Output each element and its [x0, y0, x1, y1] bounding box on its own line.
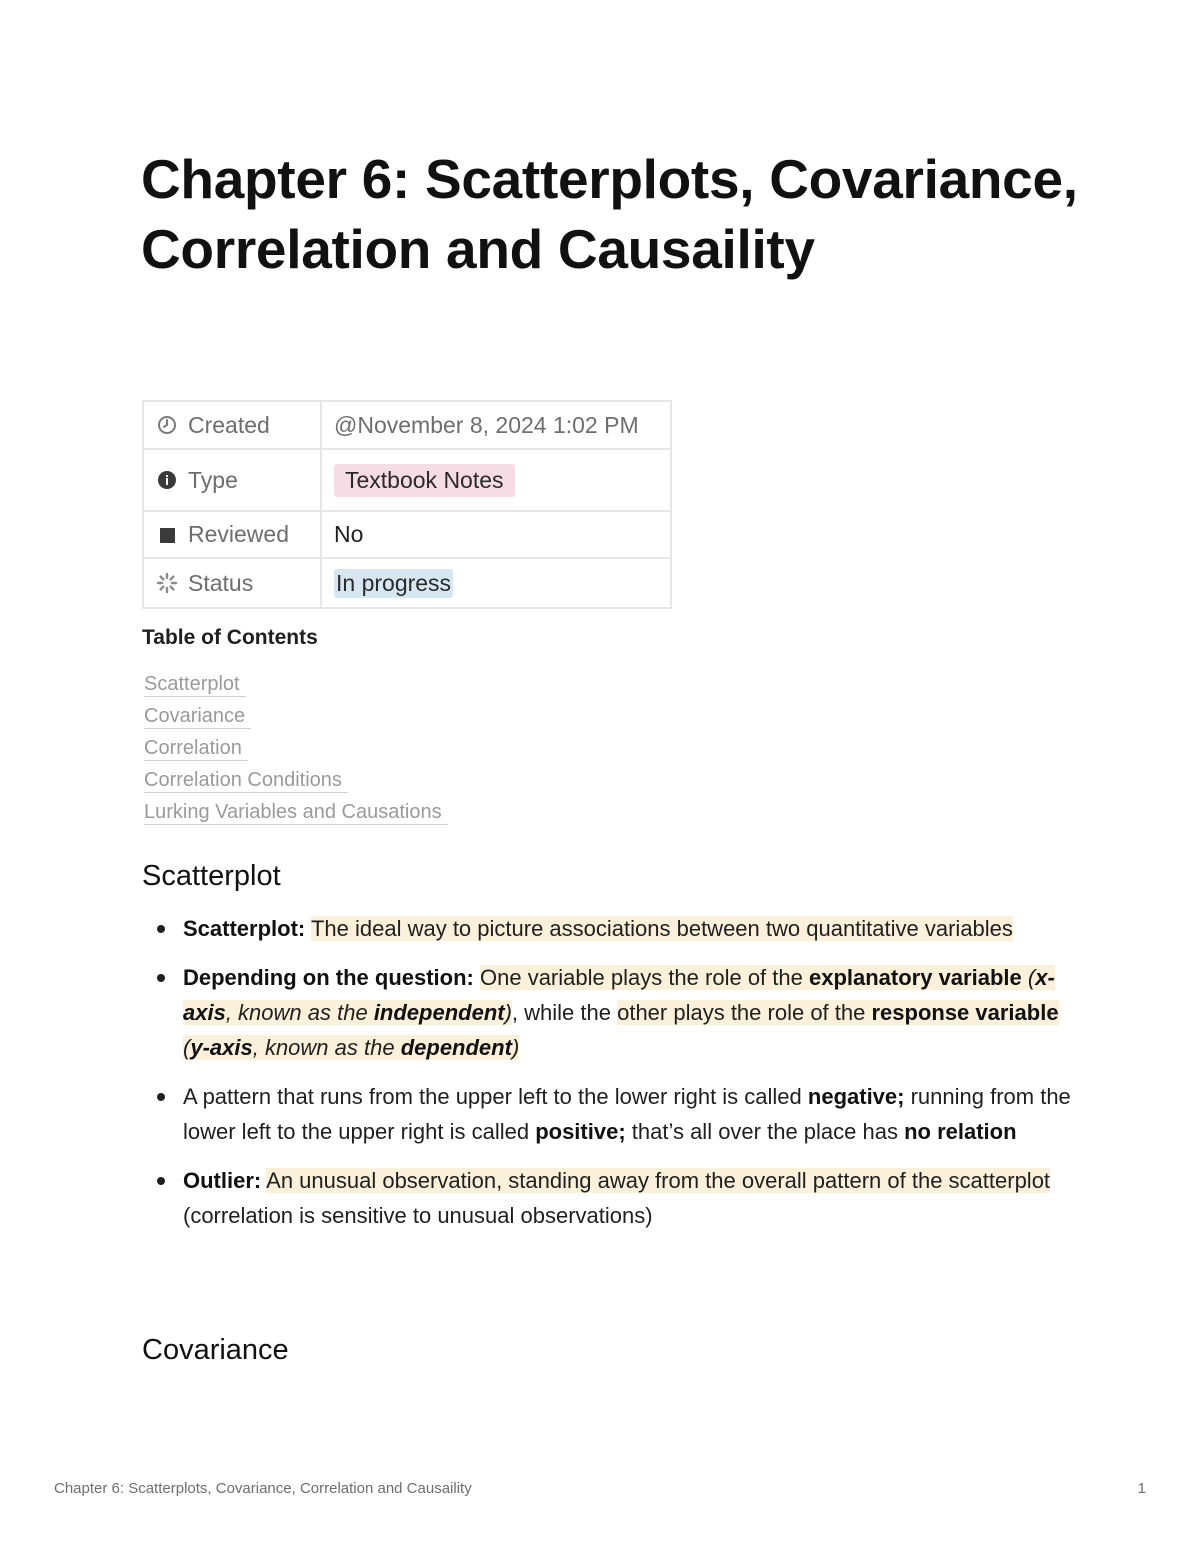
term-y-axis: y-axis: [190, 1035, 253, 1060]
text-fragment: running from the lower left to the upper right is called: [183, 1084, 1071, 1144]
text-fragment: One variable plays the role of the: [480, 965, 809, 990]
property-label-reviewed: Reviewed: [188, 521, 289, 547]
type-tag[interactable]: Textbook Notes: [334, 464, 515, 497]
term-positive: positive;: [535, 1119, 626, 1144]
property-value-created[interactable]: @November 8, 2024 1:02 PM: [334, 411, 639, 438]
toc-link-covariance[interactable]: Covariance: [144, 704, 251, 729]
toc-link-lurking-variables[interactable]: Lurking Variables and Causations: [144, 800, 448, 825]
info-icon: [156, 469, 178, 491]
text-fragment: , known as the: [252, 1035, 401, 1060]
clock-icon: [156, 414, 178, 436]
term-outlier: Outlier:: [183, 1168, 262, 1193]
text-fragment: (: [1027, 965, 1036, 990]
text-fragment: A pattern that runs from the upper left to the lower right is called: [183, 1084, 808, 1109]
checkbox-icon: [156, 524, 178, 546]
text-fragment: , while the: [511, 1000, 618, 1025]
section-heading-covariance: Covariance: [142, 1334, 289, 1366]
text-fragment: that’s all over the place has: [625, 1119, 905, 1144]
property-row-created: [143, 401, 671, 449]
list-item: [183, 960, 1083, 1065]
list-item: [183, 1163, 1083, 1233]
properties-table: [142, 400, 672, 609]
section-heading-scatterplot: Scatterplot: [142, 860, 281, 892]
toc-item: [144, 704, 448, 736]
text-fragment: [183, 1035, 519, 1060]
text-fragment: (correlation is sensitive to unusual observations): [183, 1203, 653, 1228]
property-row-type: [143, 449, 671, 511]
page-number: 1: [1137, 1480, 1146, 1497]
property-row-reviewed: [143, 511, 671, 558]
list-item: [183, 911, 1083, 946]
text-fragment: (: [183, 1035, 191, 1060]
term-dependent: dependent: [400, 1035, 512, 1060]
status-tag[interactable]: In progress: [336, 569, 452, 596]
text-fragment: other plays the role of the: [617, 1000, 872, 1025]
toc-item: [144, 768, 448, 800]
toc-item: [144, 736, 448, 768]
definition-outlier: An unusual observation, standing away from the overall pattern of the scatterplot: [266, 1168, 1051, 1193]
text-fragment: ): [511, 1035, 520, 1060]
footer-title: Chapter 6: Scatterplots, Covariance, Correlation and Causaility: [54, 1480, 472, 1497]
term-scatterplot: Scatterplot:: [183, 916, 306, 941]
list-item: [183, 1079, 1083, 1149]
term-explanatory-variable: explanatory variable: [808, 965, 1022, 990]
term-negative: negative;: [807, 1084, 905, 1109]
property-label-status: Status: [188, 569, 254, 596]
term-no-relation: no relation: [904, 1119, 1017, 1144]
text-fragment: ): [504, 1000, 512, 1025]
property-label-created: Created: [188, 411, 270, 438]
toc-link-correlation-conditions[interactable]: Correlation Conditions: [144, 768, 348, 793]
text-fragment: , known as the: [225, 1000, 374, 1025]
term-independent: independent: [373, 1000, 505, 1025]
property-label-type: Type: [188, 466, 238, 493]
toc-link-scatterplot[interactable]: Scatterplot: [144, 672, 246, 697]
term-depending-on-question: Depending on the question:: [183, 965, 474, 990]
term-x-axis: x-axis: [183, 965, 1055, 1025]
property-value-reviewed[interactable]: No: [334, 521, 364, 547]
property-row-status: [143, 558, 671, 608]
toc-link-correlation[interactable]: Correlation: [144, 736, 248, 761]
table-of-contents: [144, 672, 448, 832]
toc-item: [144, 800, 448, 832]
page-title: Chapter 6: Scatterplots, Covariance, Correlation and Causaility: [141, 148, 1078, 280]
scatterplot-bullet-list: [183, 911, 1083, 1247]
loading-icon: [156, 572, 178, 594]
definition-scatterplot: The ideal way to picture associations between two quantitative variables: [310, 916, 1013, 941]
toc-item: [144, 672, 448, 704]
toc-heading: Table of Contents: [142, 626, 318, 649]
term-response-variable: response variable: [871, 1000, 1059, 1025]
